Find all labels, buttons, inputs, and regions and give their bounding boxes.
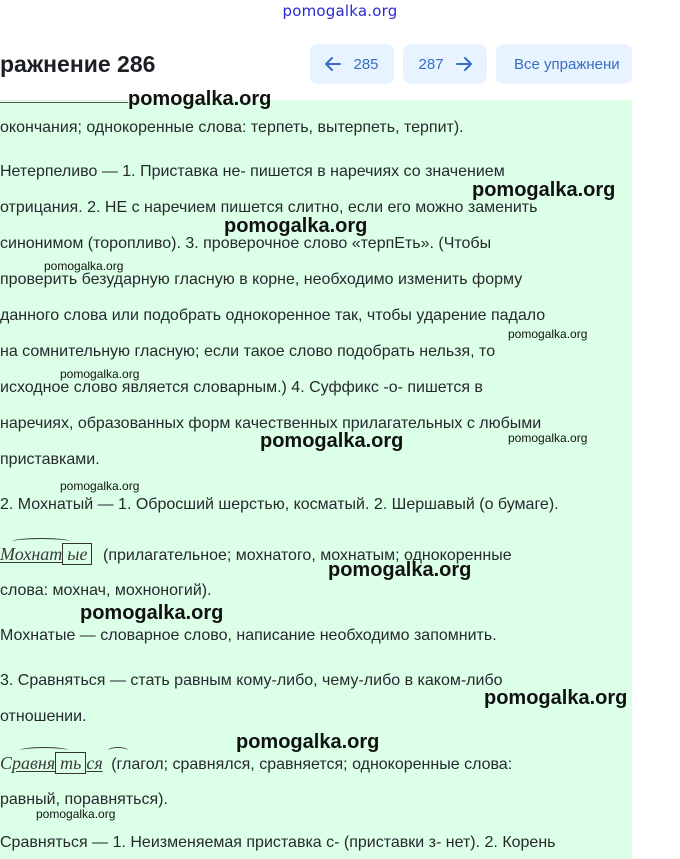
watermark: pomogalka.org [36,807,116,821]
watermark: pomogalka.org [472,179,616,201]
morpheme-word [0,544,97,564]
arrow-left-icon [325,57,341,71]
text-line: равный, поравняться). [0,791,168,808]
watermark: pomogalka.org [60,479,140,493]
text-line: отношении. [0,708,87,725]
exercise-header [0,42,632,86]
prev-exercise-button[interactable] [310,44,394,84]
watermark: pomogalka.org [328,559,472,581]
watermark: pomogalka.org [484,687,628,709]
morpheme-word [0,753,107,773]
text-line: на сомнительную гласную; если такое слово подобрать нельзя, то [0,343,496,360]
solution-content [0,88,632,859]
morpheme-root: равня [12,753,56,773]
morpheme-parse-line [0,753,512,774]
watermark-top: pomogalka.org [282,2,398,20]
morpheme-suffix: ть [55,752,86,774]
text-line: исходное слово является словарным.) 4. Суффикс -о- пишется в [0,379,483,396]
text-line: наречиях, образованных форм качественных прилагательных с любыми [0,415,542,432]
watermark: pomogalka.org [260,430,404,452]
postfix-arc-icon [108,747,128,754]
text-line: отрицания. 2. НЕ с наречием пишется слитно, если его можно заменить [0,199,538,216]
arrow-right-icon [456,57,472,71]
text-line: проверить безударную гласную в корне, необходимо изменить форму [0,271,523,288]
root-arc-icon [12,538,70,545]
watermark: pomogalka.org [60,367,140,381]
text-line: Мохнатые — словарное слово, написание необходимо запомнить. [0,627,497,644]
page-title: ражнение 286 [0,51,156,77]
text-line: окончания; однокоренные слова: терпеть, вытерпеть, терпит). [0,119,464,136]
next-exercise-label: 287 [418,55,444,73]
text-line: 3. Сравняться — стать равным кому-либо, чему-либо в каком-либо [0,672,503,689]
morpheme-prefix: С [0,753,13,773]
text-line: синонимом (торопливо). 3. проверочное слово «терпЕть». (Чтобы [0,235,492,252]
text-line: слова: мохнач, мохноногий). [0,582,212,599]
watermark: pomogalka.org [508,431,588,445]
text-line: Нетерпеливо — 1. Приставка не- пишется в наречиях со значением [0,163,505,180]
watermark: pomogalka.org [128,88,272,110]
all-exercises-button[interactable] [496,44,632,84]
root-arc-icon [20,747,68,754]
text-line: приставками. [0,451,100,468]
morpheme-note: (глагол; сравнялся, сравняется; однокоренные слова: [111,756,513,773]
watermark: pomogalka.org [224,215,368,237]
morpheme-root: Мохнат [0,544,63,564]
morpheme-ending: ые [62,543,92,565]
text-line: Сравняться — 1. Неизменяемая приставка с- (приставки з- нет). 2. Корень [0,834,556,851]
text-line: данного слова или подобрать однокоренное так, чтобы ударение падало [0,307,546,324]
morpheme-postfix: ся [86,753,103,773]
all-exercises-label: Все упражнени [514,55,620,73]
text-line: 2. Мохнатый — 1. Обросший шерстью, косматый. 2. Шершавый (о бумаге). [0,496,559,513]
prev-exercise-label: 285 [353,55,379,73]
watermark: pomogalka.org [44,259,124,273]
watermark: pomogalka.org [80,602,224,624]
watermark: pomogalka.org [508,327,588,341]
cut-off-line [0,98,128,103]
morpheme-note: (прилагательное; мохнатого, мохнатым; однокоренные [102,547,512,564]
watermark: pomogalka.org [236,731,380,753]
next-exercise-button[interactable] [403,44,487,84]
